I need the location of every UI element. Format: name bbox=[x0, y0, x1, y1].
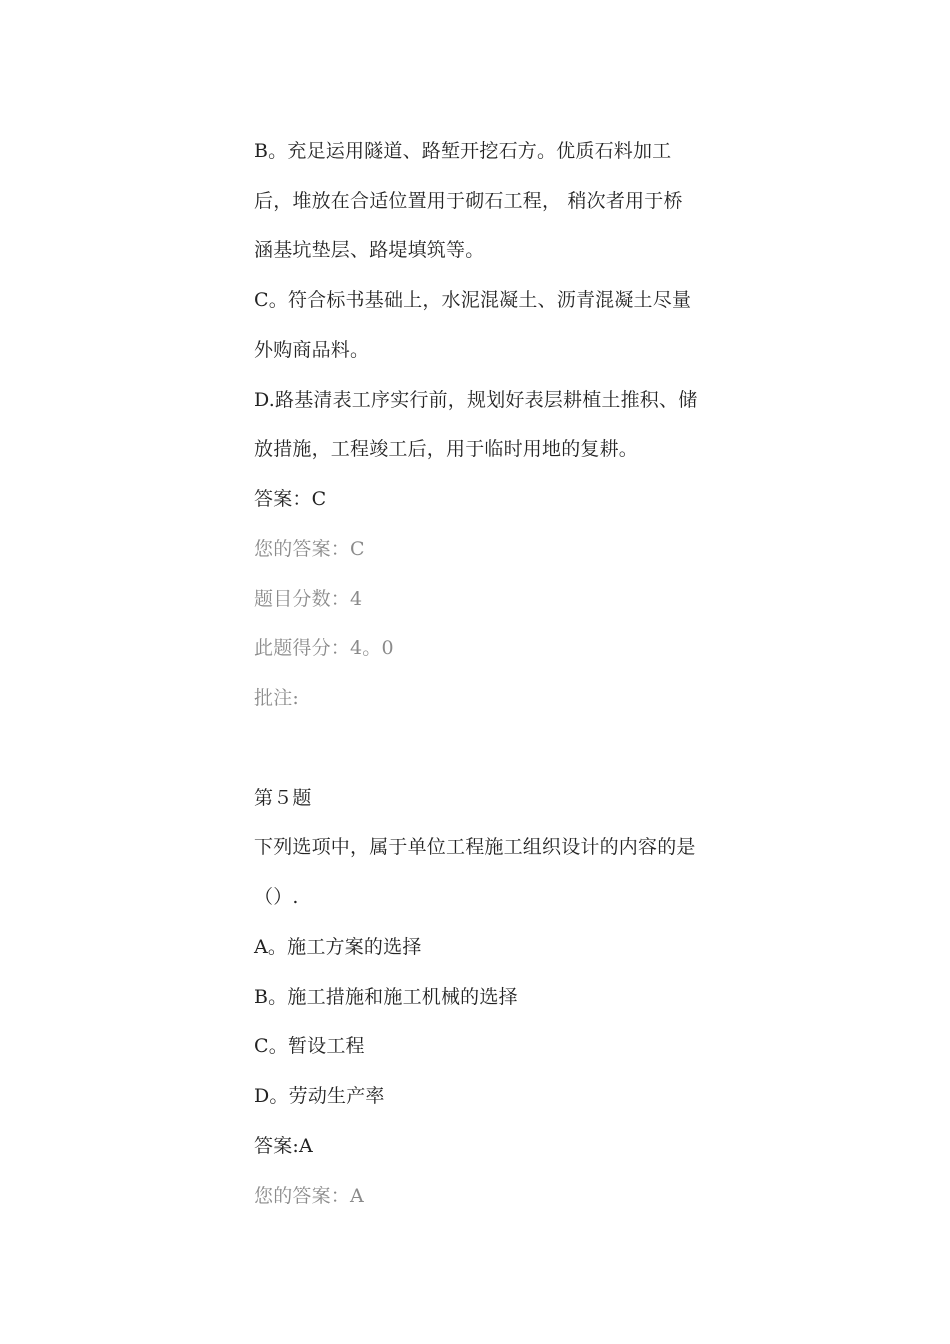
q5-your-answer: 您的答案：A bbox=[254, 1185, 364, 1207]
q5-stem-line-2: （）. bbox=[254, 886, 299, 908]
q4-option-b-line-2: 后，堆放在合适位置用于砌石工程， 稍次者用于桥 bbox=[254, 190, 683, 212]
q4-score-got: 此题得分：4。0 bbox=[254, 637, 394, 659]
q4-comment: 批注: bbox=[254, 687, 300, 709]
q5-option-b: B。施工措施和施工机械的选择 bbox=[254, 986, 518, 1008]
q5-answer: 答案:A bbox=[254, 1135, 313, 1157]
q4-option-b-line-3: 涵基坑垫层、路堤填筑等。 bbox=[254, 239, 485, 261]
q4-option-c-line-1: C。符合标书基础上，水泥混凝土、沥青混凝土尽量 bbox=[254, 289, 692, 311]
q5-heading: 第５题 bbox=[254, 787, 312, 809]
q5-option-d: D。劳动生产率 bbox=[254, 1085, 385, 1107]
q4-your-answer: 您的答案：C bbox=[254, 538, 365, 560]
q5-option-a: A。施工方案的选择 bbox=[254, 936, 422, 958]
q5-option-c: C。暂设工程 bbox=[254, 1035, 365, 1057]
q4-answer: 答案：C bbox=[254, 488, 327, 510]
q4-score-total: 题目分数：4 bbox=[254, 588, 363, 610]
q5-stem-line-1: 下列选项中，属于单位工程施工组织设计的内容的是 bbox=[254, 836, 696, 858]
q4-option-d-line-2: 放措施，工程竣工后，用于临时用地的复耕。 bbox=[254, 438, 639, 460]
q4-option-c-line-2: 外购商品料。 bbox=[254, 339, 370, 361]
q4-option-b-line-1: B。充足运用隧道、路堑开挖石方。优质石料加工 bbox=[254, 140, 672, 162]
q4-option-d-line-1: D.路基清表工序实行前，规划好表层耕植土推积、储 bbox=[254, 389, 698, 411]
